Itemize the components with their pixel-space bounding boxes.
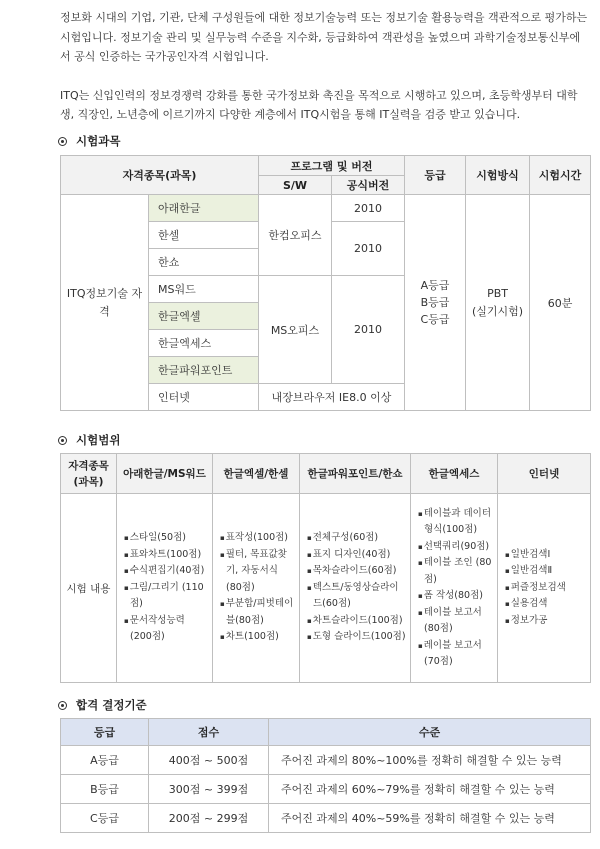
- header-time: 시험시간: [530, 156, 591, 195]
- qualification-cell: ITQ정보기술 자격: [61, 195, 149, 411]
- internet-sw: 내장브라우저 IE8.0 이상: [259, 384, 405, 411]
- table-row: [61, 804, 591, 833]
- intro-paragraph-1: 정보화 시대의 기업, 기관, 단체 구성원들에 대한 정보기술능력 또는 정보기술 활용능력을 객관적으로 평가하는 시험입니다. 정보기술 관리 및 실무능력 수준을 지수화, 등급화하여 객관성을 높였으며 과학기술정보통신부에서 공식 인증하는 국가공인자격 시험입니다.: [60, 11, 588, 63]
- scope-col-internet: [498, 494, 591, 683]
- header-grade: 등급: [405, 156, 466, 195]
- version-cell: 2010: [332, 276, 405, 384]
- list-item: ▪ 일반검색Ⅰ: [502, 547, 587, 564]
- list-item: ▪ 테이블 조인 (80점): [415, 555, 494, 588]
- list-item: ▪ 폼 작성(80점): [415, 588, 494, 605]
- scope-header-internet: 인터넷: [498, 454, 591, 494]
- list-item: ▪ 텍스트/동영상슬라이드(60점): [304, 580, 407, 613]
- list-item: ▪ 스타일(50점): [121, 530, 209, 547]
- list-item: ▪ 그림/그리기 (110점): [121, 580, 209, 613]
- scope-row-label: 시험 내용: [61, 494, 117, 683]
- criteria-header-level: 수준: [269, 719, 591, 746]
- header-method: 시험방식: [466, 156, 530, 195]
- criteria-level: 주어진 과제의 80%~100%를 정확히 해결할 수 있는 능력: [269, 746, 591, 775]
- method-cell: PBT (실기시험): [466, 195, 530, 411]
- subject-item: 아래한글: [149, 195, 259, 222]
- header-category: 자격종목(과목): [61, 156, 259, 195]
- list-item: ▪ 문서작성능력 (200점): [121, 613, 209, 646]
- list-item: ▪ 차트슬라이드(100점): [304, 613, 407, 630]
- section-title-scope: 시험범위: [58, 432, 120, 448]
- scope-col-hwp-word: [117, 494, 213, 683]
- list-item: ▪ 표와차트(100점): [121, 547, 209, 564]
- scope-header-access: 한글엑세스: [411, 454, 498, 494]
- criteria-header-score: 점수: [149, 719, 269, 746]
- list-item: ▪ 퍼즐정보검색: [502, 580, 587, 597]
- list-item: ▪ 수식편집기(40점): [121, 563, 209, 580]
- list-item: ▪ 테이블 보고서 (80점): [415, 605, 494, 638]
- criteria-grade: B등급: [61, 775, 149, 804]
- criteria-score: 400점 ~ 500점: [149, 746, 269, 775]
- list-item: ▪ 실용검색: [502, 596, 587, 613]
- subject-item: 인터넷: [149, 384, 259, 411]
- list-item: ▪ 레이블 보고서 (70점): [415, 638, 494, 671]
- list-item: ▪ 표지 디자인(40점): [304, 547, 407, 564]
- subject-item: 한쇼: [149, 249, 259, 276]
- section-title-subjects: 시험과목: [58, 133, 120, 149]
- scope-col-access: [411, 494, 498, 683]
- criteria-grade: C등급: [61, 804, 149, 833]
- sw-ms: MS오피스: [259, 276, 332, 384]
- criteria-table: [60, 718, 591, 833]
- criteria-grade: A등급: [61, 746, 149, 775]
- time-cell: 60분: [530, 195, 591, 411]
- sw-hancom: 한컴오피스: [259, 195, 332, 276]
- scope-header-ppt: 한글파워포인트/한쇼: [300, 454, 411, 494]
- list-item: ▪ 전체구성(60점): [304, 530, 407, 547]
- scope-col-ppt: [300, 494, 411, 683]
- table-row: [61, 775, 591, 804]
- subjects-table: [60, 155, 591, 411]
- subject-item: MS워드: [149, 276, 259, 303]
- list-item: ▪ 차트(100점): [217, 629, 296, 646]
- subject-item: 한셀: [149, 222, 259, 249]
- section-title-criteria: 합격 결정기준: [58, 697, 147, 713]
- list-item: ▪ 테이블과 데이터 형식(100점): [415, 506, 494, 539]
- grades-cell: A등급 B등급 C등급: [405, 195, 466, 411]
- radio-bullet-icon: [58, 436, 67, 445]
- criteria-score: 300점 ~ 399점: [149, 775, 269, 804]
- radio-bullet-icon: [58, 701, 67, 710]
- list-item: ▪ 정보가공: [502, 613, 587, 630]
- table-row: [61, 746, 591, 775]
- subject-item: 한글파워포인트: [149, 357, 259, 384]
- radio-bullet-icon: [58, 137, 67, 146]
- criteria-level: 주어진 과제의 40%~59%를 정확히 해결할 수 있는 능력: [269, 804, 591, 833]
- list-item: ▪ 선택쿼리(90점): [415, 539, 494, 556]
- scope-header-category: 자격종목 (과목): [61, 454, 117, 494]
- scope-header-excel: 한글엑셀/한셀: [213, 454, 300, 494]
- header-program: 프로그램 및 버전: [259, 156, 405, 176]
- criteria-header-grade: 등급: [61, 719, 149, 746]
- criteria-score: 200점 ~ 299점: [149, 804, 269, 833]
- list-item: ▪ 일반검색Ⅱ: [502, 563, 587, 580]
- header-sw: S/W: [259, 176, 332, 195]
- version-cell: 2010: [332, 195, 405, 222]
- scope-col-excel: [213, 494, 300, 683]
- intro-paragraph-2: ITQ는 신입인력의 정보경쟁력 강화를 통한 국가정보화 촉진을 목적으로 시행하고 있으며, 초등학생부터 대학생, 직장인, 노년층에 이르기까지 다양한 계층에서 ITQ시험을 통해 IT실력을 검증 받고 있습니다.: [60, 88, 578, 121]
- list-item: ▪ 표작성(100점): [217, 530, 296, 547]
- list-item: ▪ 필터, 목표값찾기, 자동서식 (80점): [217, 547, 296, 597]
- list-item: ▪ 도형 슬라이드(100점): [304, 629, 407, 646]
- scope-table: [60, 453, 591, 683]
- criteria-level: 주어진 과제의 60%~79%를 정확히 해결할 수 있는 능력: [269, 775, 591, 804]
- list-item: ▪ 목차슬라이드(60점): [304, 563, 407, 580]
- intro-text: [60, 8, 590, 125]
- version-cell: 2010: [332, 222, 405, 276]
- subject-item: 한글엑셀: [149, 303, 259, 330]
- list-item: ▪ 부분합/피벗테이블(80점): [217, 596, 296, 629]
- header-version: 공식버전: [332, 176, 405, 195]
- subject-item: 한글엑세스: [149, 330, 259, 357]
- scope-header-hwp-word: 아래한글/MS워드: [117, 454, 213, 494]
